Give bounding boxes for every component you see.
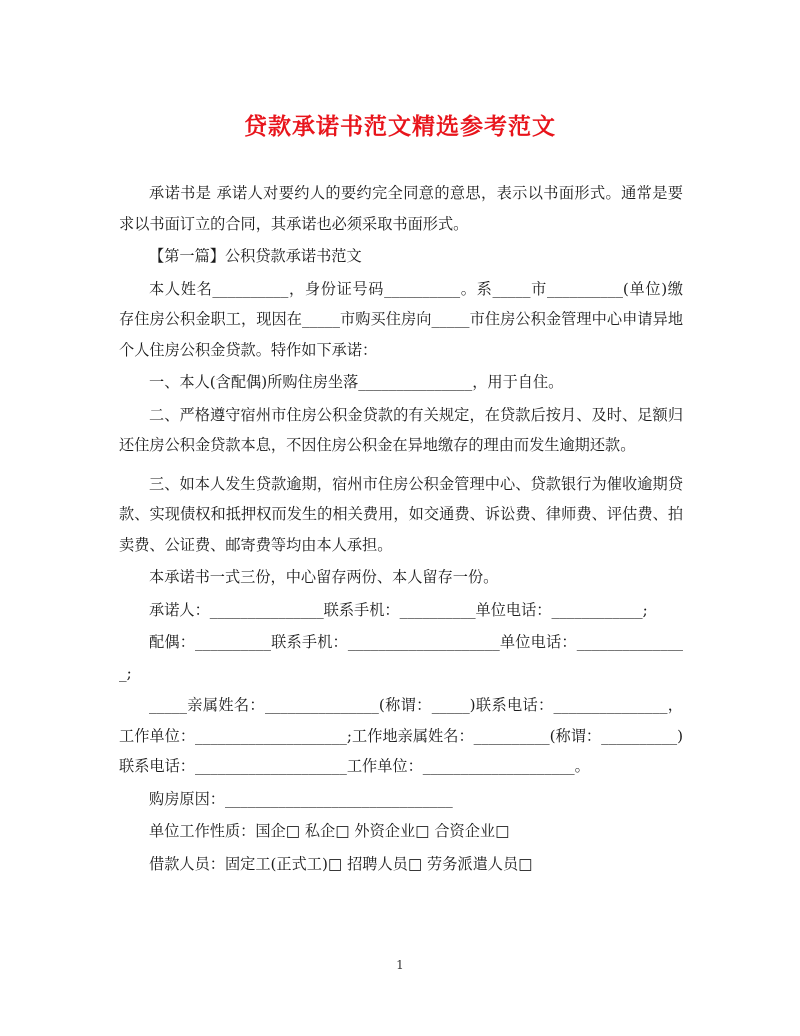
document-title: 贷款承诺书范文精选参考范文 xyxy=(244,113,556,140)
commitment-item-1: 一、本人(含配偶)所购住房坐落_______________，用于自住。 xyxy=(149,373,564,391)
spouse-contact-line: 配偶：__________联系手机：____________________单位电话：_______________; xyxy=(119,633,683,682)
page-number: 1 xyxy=(396,958,404,972)
section-heading: 【第一篇】公积贷款承诺书范文 xyxy=(149,247,362,265)
borrower-type-line: 借款人员：固定工(正式工)□ 招聘人员□ 劳务派遣人员□ xyxy=(149,854,533,873)
commitment-item-2: 二、严格遵守宿州市住房公积金贷款的有关规定，在贷款后按月、及时、足额归还住房公积金贷款本息，不因住房公积金在异地缴存的理由而发生逾期还款。 xyxy=(119,405,683,454)
promisor-contact-line: 承诺人：_______________联系手机：__________单位电话：____________; xyxy=(149,600,648,619)
intro-paragraph: 承诺书是 承诺人对要约人的要约完全同意的意思，表示以书面形式。通常是要求以书面订立的合同，其承诺也必须采取书面形式。 xyxy=(119,184,683,233)
commitment-item-3: 三、如本人发生贷款逾期，宿州市住房公积金管理中心、贷款银行为催收逾期贷款、实现债权和抵押权而发生的相关费用，如交通费、诉讼费、律师费、评估费、拍卖费、公证费、邮寄费等均由本人承担。 xyxy=(119,474,683,554)
applicant-info-paragraph: 本人姓名__________，身份证号码__________。系_____市__________(单位)缴存住房公积金职工，现因在_____市购买住房向_____市住房公积金管理中心申请异地个人住房公积金贷款。特作如下承诺： xyxy=(119,279,683,359)
employer-type-line: 单位工作性质：国企□ 私企□ 外资企业□ 合资企业□ xyxy=(149,822,510,840)
purchase-reason-line: 购房原因：______________________________ xyxy=(149,789,453,808)
copies-statement: 本承诺书一式三份，中心留存两份、本人留存一份。 xyxy=(149,568,499,586)
relative-contact-line: _____亲属姓名：_______________(称谓：_____)联系电话：_______________，工作单位：____________________;工作地亲属姓名：__________(称谓：__________)联系电话：____________________工作单位：____________________。 xyxy=(119,696,683,775)
document-body xyxy=(119,178,683,879)
